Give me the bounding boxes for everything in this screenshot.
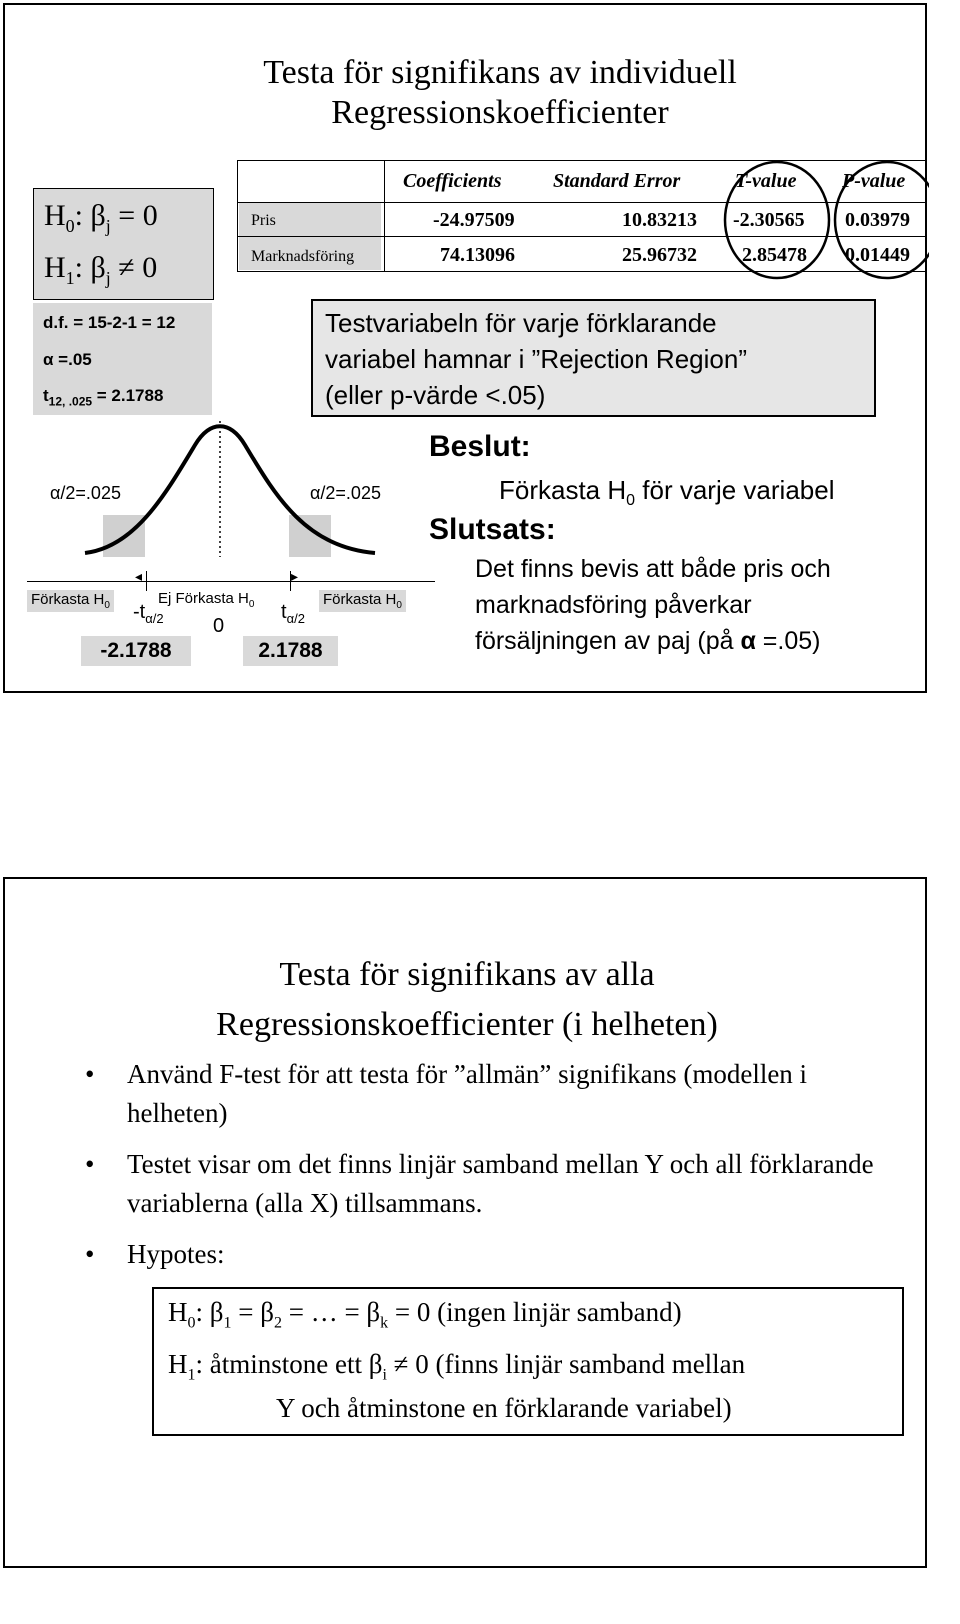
hypotheses-box	[33, 188, 214, 300]
alpha-value: α =.05	[43, 350, 92, 369]
conclusion-text	[475, 551, 831, 659]
test-line-2: variabel hamnar i ”Rejection Region”	[325, 344, 747, 374]
header-coefficients: Coefficients	[403, 170, 502, 192]
cell-p-marknadsforing: 0.01449	[845, 244, 910, 266]
cell-coef-pris: -24.97509	[433, 209, 515, 231]
slide1-title-line2: Regressionskoefficienter	[331, 94, 669, 131]
conclusion-line-3: försäljningen av paj (på α =.05)	[475, 627, 821, 655]
axis-line	[27, 581, 435, 582]
alpha-left-label: α/2=.025	[50, 483, 121, 503]
conclusion-line-1: Det finns bevis att både pris och	[475, 555, 831, 583]
alpha-right-label: α/2=.025	[310, 483, 381, 503]
crit-left-value: -2.1788	[81, 636, 191, 666]
slide-individual-test	[3, 3, 927, 693]
cell-coef-marknadsforing: 74.13096	[440, 244, 515, 266]
row-name-marknadsforing: Marknadsföring	[251, 248, 355, 265]
zero-label: 0	[213, 615, 225, 637]
h1-hypothesis: $H_1$: $\beta_j \ne 0$	[44, 251, 158, 288]
bullet-linear-relationship: • Testet visar om det finns linjär samband mellan Y och all förklarande variablerna (alla X) tillsammans.	[85, 1145, 903, 1223]
stats-box	[33, 303, 212, 415]
beslut-heading: Beslut:	[429, 430, 531, 463]
header-standard-error: Standard Error	[553, 170, 681, 192]
reject-left-label: Förkasta $H_0$	[27, 590, 114, 612]
t-value-circle	[725, 162, 829, 278]
cell-p-pris: 0.03979	[845, 209, 910, 231]
beslut-text: Förkasta $H_0$ för varje variabel	[499, 475, 835, 510]
cell-se-pris: 10.83213	[622, 209, 697, 231]
accept-label: Ej Förkasta $H_0$	[158, 590, 255, 610]
left-critical-tick	[146, 571, 147, 591]
slide2-title	[5, 950, 929, 1050]
bullet-list	[85, 1055, 903, 1286]
slide1-title	[5, 53, 960, 133]
cell-se-marknadsforing: 25.96732	[622, 244, 697, 266]
circle-annotations	[237, 160, 929, 280]
overall-h1-line2: Y och åtminstone en förklarande variabel)	[276, 1393, 732, 1423]
coefficient-table	[237, 160, 927, 272]
header-p-value: P-value	[842, 170, 906, 192]
test-line-3: (eller p-värde <.05)	[325, 380, 546, 410]
p-value-circle	[835, 162, 929, 278]
reject-right-label: Förkasta $H_0$	[319, 590, 406, 612]
t-right-label: $t_{\alpha/2}$	[281, 601, 305, 626]
overall-h1: $H_1$: åtminstone ett $\beta_i \ne 0$ (finns linjär samband mellan	[168, 1349, 746, 1384]
t-left-label: $-t_{\alpha/2}$	[133, 601, 164, 626]
slide1-title-line1: Testa för signifikans av individuell	[263, 54, 737, 91]
h0-hypothesis: $H_0$: $\beta_j = 0$	[44, 199, 158, 236]
right-arrow: ▸	[291, 568, 299, 584]
test-statement-box	[311, 299, 876, 417]
left-arrow: ◂	[135, 568, 143, 584]
cell-t-pris: -2.30565	[733, 209, 805, 231]
row-name-pris: Pris	[251, 212, 276, 229]
header-t-value: T-value	[735, 170, 797, 192]
test-line-1: Testvariabeln för varje förklarande	[325, 308, 717, 338]
df-value: d.f. = 15-2-1 = 12	[43, 313, 176, 332]
overall-h0: $H_0$: $\beta_1 = \beta_2$ = … = $\beta_k = 0$ (ingen linjär samband)	[168, 1297, 682, 1332]
overall-hypotheses-box	[152, 1287, 904, 1436]
cell-t-marknadsforing: 2.85478	[742, 244, 807, 266]
bullet-hypotes: • Hypotes:	[85, 1235, 903, 1274]
slide2-title-line2: Regressionskoefficienter (i helheten)	[216, 1006, 718, 1043]
bullet-f-test: • Använd F-test för att testa för ”allmän” signifikans (modellen i helheten)	[85, 1055, 903, 1133]
slide2-title-line1: Testa för signifikans av alla	[279, 956, 655, 993]
conclusion-line-2: marknadsföring påverkar	[475, 591, 752, 619]
slide-overall-test	[3, 877, 927, 1568]
t-critical: $t_{12, .025} = 2.1788$	[43, 386, 164, 409]
crit-right-value: 2.1788	[243, 636, 338, 666]
slutsats-heading: Slutsats:	[429, 513, 556, 546]
